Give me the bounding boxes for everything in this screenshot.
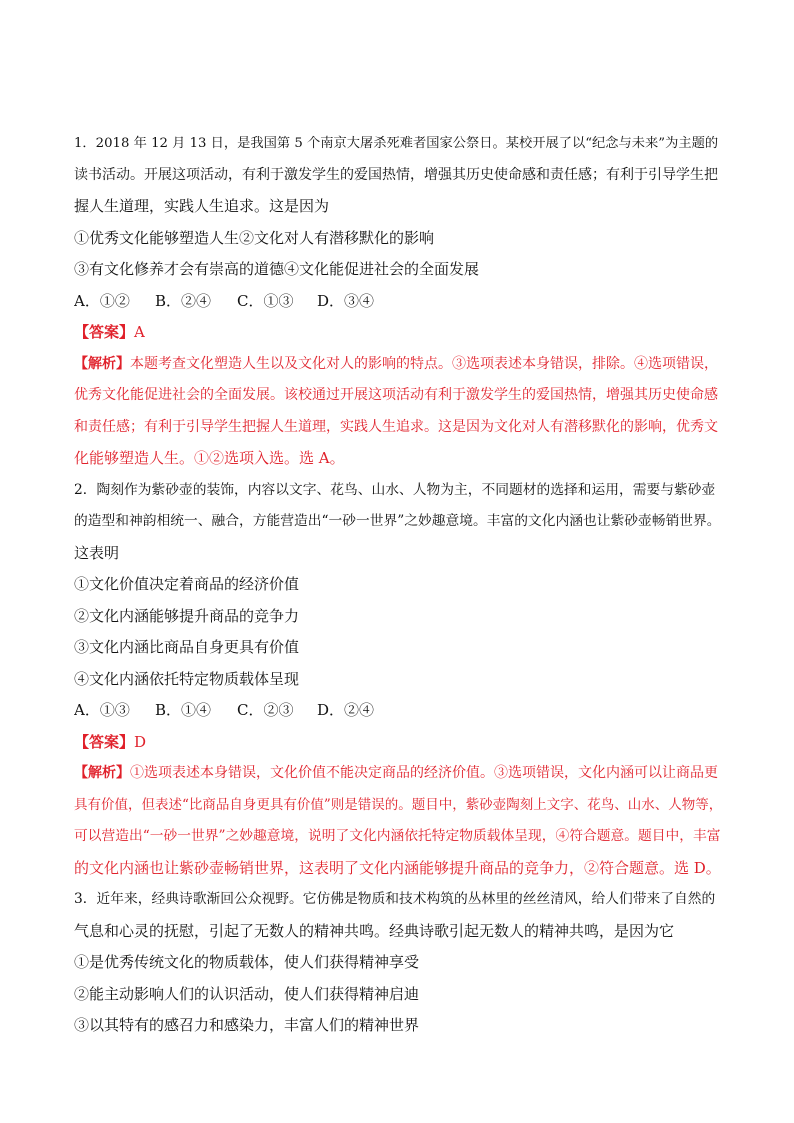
label-tag: 【解析】 <box>74 765 130 781</box>
answer-options <box>74 286 724 318</box>
option-b: B．②④ <box>155 291 212 310</box>
question-stem-line: 读书活动。开展这项活动，有利于激发学生的爱国热情，增强其历史使命感和责任感；有利于引导学生把 <box>74 166 718 183</box>
statement-line: ②文化内涵能够提升商品的竞争力 <box>74 606 300 625</box>
analysis-line: 化能够塑造人生。①②选项入选。选 A。 <box>74 449 345 467</box>
question-stem-line: 3．近年来，经典诗歌渐回公众视野。它仿佛是物质和技术构筑的丛林里的丝丝清风，给人们带来了自然的 <box>74 891 716 907</box>
answer-key <box>74 727 724 759</box>
option-d: D．③④ <box>317 291 375 310</box>
question-stem-line: 的造型和神韵相统一、融合，方能营造出“一砂一世界”之妙趣意境。丰富的文化内涵也让紫砂壶畅销世界。 <box>74 513 721 529</box>
label-text: D <box>134 732 147 751</box>
analysis-line: 优秀文化能促进社会的全面发展。该校通过开展这项活动有利于激发学生的爱国热情，增强其历史使命感 <box>74 387 718 403</box>
question-stem-line: 1．2018 年 12 月 13 日，是我国第 5 个南京大屠杀死难者国家公祭日。某校开展了以“纪念与未来”为主题的 <box>74 136 719 151</box>
question-stem-line: 握人生道理，实践人生追求。这是因为 <box>74 197 330 215</box>
option-a: A．①② <box>74 291 130 310</box>
analysis-line: 和责任感；有利于引导学生把握人生道理，实践人生追求。这是因为文化对人有潜移默化的影响，优秀文 <box>74 418 718 435</box>
question-2 <box>74 475 724 885</box>
option-b: B．①④ <box>155 701 212 719</box>
label-tag: 【解析】 <box>74 355 130 372</box>
option-d: D．②④ <box>317 701 375 719</box>
statement-line: ②能主动影响人们的认识活动，使人们获得精神启迪 <box>74 984 420 1003</box>
label-tag: 【答案】 <box>74 323 135 341</box>
answer-options <box>74 695 724 727</box>
question-stem-line: 2．陶刻作为紫砂壶的装饰，内容以文字、花鸟、山水、人物为主，不同题材的选择和运用，需要与紫砂壶 <box>74 481 716 498</box>
label-text: A <box>134 323 145 341</box>
label-tag: 【答案】 <box>74 732 135 751</box>
analysis-line: 的文化内涵也让紫砂壶畅销世界，这表明了文化内涵能够提升商品的竞争力，②符合题意。选 D。 <box>74 858 721 877</box>
question-list <box>74 128 724 1042</box>
analysis-line: 具有价值，但表述“比商品自身更具有价值”则是错误的。题目中，紫砂壶陶刻上文字、花鸟、山水、人物等， <box>74 796 723 813</box>
analysis-line <box>74 349 724 381</box>
statement-line: ④文化内涵依托特定物质载体呈现 <box>74 669 300 688</box>
statement-line: ①是优秀传统文化的物质载体，使人们获得精神享受 <box>74 953 420 971</box>
option-c: C．②③ <box>237 701 294 719</box>
statement-line: ③文化内涵比商品自身更具有价值 <box>74 638 300 656</box>
statement-line: ①优秀文化能够塑造人生②文化对人有潜移默化的影响 <box>74 228 435 247</box>
question-stem-line: 气息和心灵的抚慰，引起了无数人的精神共鸣。经典诗歌引起无数人的精神共鸣，是因为它 <box>74 921 675 940</box>
statement-line: ③以其特有的感召力和感染力，丰富人们的精神世界 <box>74 1016 420 1034</box>
question-stem-line: 这表明 <box>74 543 120 562</box>
option-c: C．①③ <box>237 291 294 310</box>
question-1 <box>74 128 724 475</box>
option-a: A．①③ <box>74 701 130 719</box>
analysis-line <box>74 758 724 790</box>
question-3 <box>74 884 724 1042</box>
analysis-line: 可以营造出“一砂一世界”之妙趣意境，说明了文化内涵依托特定物质载体呈现，④符合题意。题目中，丰富 <box>74 828 721 844</box>
label-text: 本题考查文化塑造人生以及文化对人的影响的特点。③选项表述本身错误，排除。④选项错误， <box>130 355 718 372</box>
label-text: ①选项表述本身错误，文化价值不能决定商品的经济价值。③选项错误，文化内涵可以让商品更 <box>130 765 718 781</box>
statement-line: ③有文化修养才会有崇高的道德④文化能促进社会的全面发展 <box>74 260 480 278</box>
answer-key <box>74 317 724 349</box>
statement-line: ①文化价值决定着商品的经济价值 <box>74 575 300 593</box>
